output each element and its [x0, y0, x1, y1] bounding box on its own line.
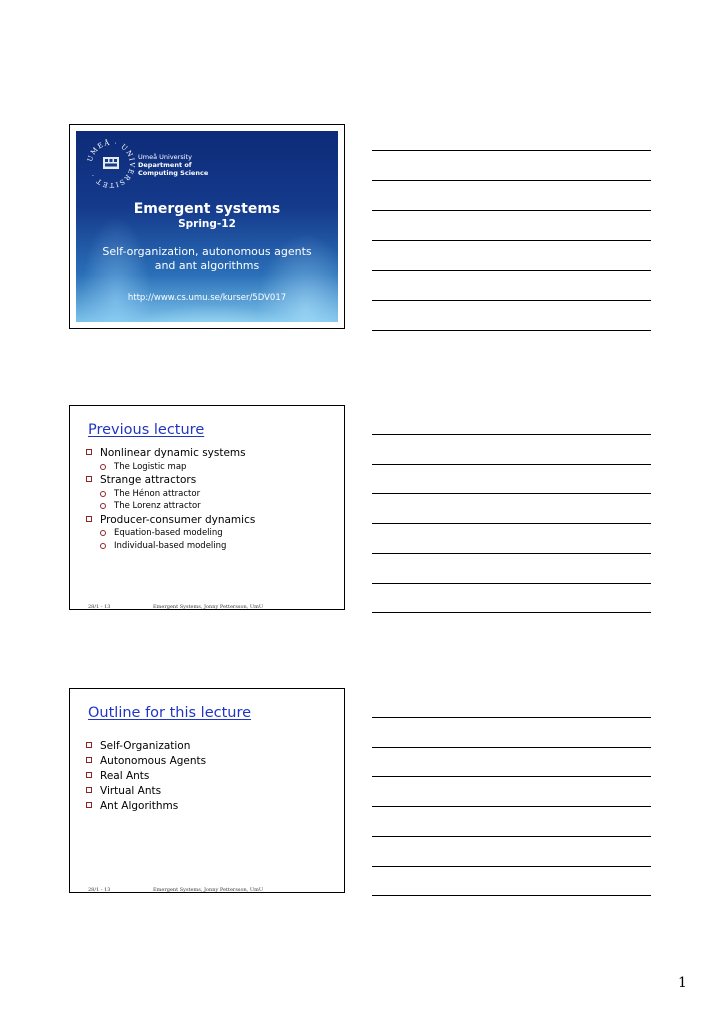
circle-bullet-icon: [100, 503, 106, 509]
notes-line: [372, 806, 651, 807]
square-bullet-icon: [86, 787, 92, 793]
square-bullet-icon: [86, 772, 92, 778]
footer-date: 28/1 - 13: [88, 887, 111, 893]
course-term: Spring-12: [178, 218, 236, 230]
bullet-text: Virtual Ants: [100, 785, 162, 797]
notes-line: [372, 240, 651, 241]
bullet-item: [86, 473, 255, 488]
notes-line: [372, 776, 651, 777]
svg-text:UMEÅ · UNIVERSITET ·: UMEÅ · UNIVERSITET ·: [86, 138, 137, 190]
bullet-item: [86, 799, 206, 814]
square-bullet-icon: [86, 516, 92, 522]
university-name: Umeå University: [138, 153, 192, 161]
bullet-text: Strange attractors: [100, 474, 197, 486]
title-slide-background: [76, 131, 338, 322]
topic-line-1: Self-organization, autonomous agents: [102, 245, 312, 258]
notes-line: [372, 434, 651, 435]
notes-line: [372, 300, 651, 301]
notes-line: [372, 583, 651, 584]
footer-date: 28/1 - 13: [88, 604, 111, 610]
notes-line: [372, 553, 651, 554]
page-number: 1: [678, 975, 687, 991]
course-url: http://www.cs.umu.se/kurser/5DV017: [127, 293, 287, 303]
square-bullet-icon: [86, 449, 92, 455]
square-bullet-icon: [86, 476, 92, 482]
bullet-item: [86, 784, 206, 799]
notes-line: [372, 464, 651, 465]
bullet-item: [86, 513, 255, 528]
square-bullet-icon: [86, 802, 92, 808]
notes-line: [372, 270, 651, 271]
notes-line: [372, 150, 651, 151]
bullet-item: [86, 769, 206, 784]
sub-bullet-item: [86, 540, 255, 553]
sub-bullet-item: [86, 527, 255, 540]
bullet-text: The Logistic map: [114, 461, 187, 472]
bullet-text: Autonomous Agents: [100, 755, 207, 767]
bullet-list: [86, 739, 206, 814]
bullet-item: [86, 754, 206, 769]
university-seal-logo: [82, 135, 140, 193]
notes-line: [372, 330, 651, 331]
notes-line: [372, 210, 651, 211]
square-bullet-icon: [86, 742, 92, 748]
notes-line: [372, 493, 651, 494]
slide-previous-lecture: [69, 405, 345, 610]
bullet-item: [86, 446, 255, 461]
slide-outline: [69, 688, 345, 893]
footer-author: Emergent Systems, Jonny Pettersson, UmU: [153, 887, 264, 893]
slide-title: Previous lecture: [88, 422, 205, 438]
bullet-text: Real Ants: [100, 770, 150, 782]
bullet-text: Producer-consumer dynamics: [100, 513, 256, 526]
bullet-text: The Lorenz attractor: [114, 501, 201, 511]
bullet-text: Self-Organization: [100, 740, 191, 752]
title-slide: [69, 124, 345, 329]
slide-title: Outline for this lecture: [88, 705, 252, 721]
footer-author: Emergent Systems, Jonny Pettersson, UmU: [153, 604, 264, 610]
department-line-1: Department of: [138, 161, 192, 169]
notes-line: [372, 895, 651, 896]
bullet-text: Nonlinear dynamic systems: [100, 447, 246, 459]
sub-bullet-item: [86, 500, 255, 513]
circle-bullet-icon: [100, 464, 106, 470]
lecture-topic: [76, 245, 338, 273]
notes-line: [372, 866, 651, 867]
bullet-item: [86, 739, 206, 754]
bullet-text: The Hénon attractor: [114, 488, 201, 499]
notes-line: [372, 612, 651, 613]
topic-line-2: and ant algorithms: [154, 259, 260, 272]
circle-bullet-icon: [100, 543, 106, 549]
bullet-text: Equation-based modeling: [114, 528, 223, 538]
circle-bullet-icon: [100, 530, 106, 536]
notes-line: [372, 717, 651, 718]
circle-bullet-icon: [100, 491, 106, 497]
notes-line: [372, 523, 651, 524]
bullet-text: Ant Algorithms: [100, 800, 179, 812]
bullet-text: Individual-based modeling: [114, 540, 227, 551]
department-line-2: Computing Science: [138, 169, 209, 177]
square-bullet-icon: [86, 757, 92, 763]
bullet-list: [86, 446, 255, 552]
notes-line: [372, 747, 651, 748]
course-title: Emergent systems: [133, 201, 281, 217]
sub-bullet-item: [86, 488, 255, 501]
notes-line: [372, 836, 651, 837]
sub-bullet-item: [86, 461, 255, 474]
notes-line: [372, 180, 651, 181]
university-block: [138, 153, 208, 177]
